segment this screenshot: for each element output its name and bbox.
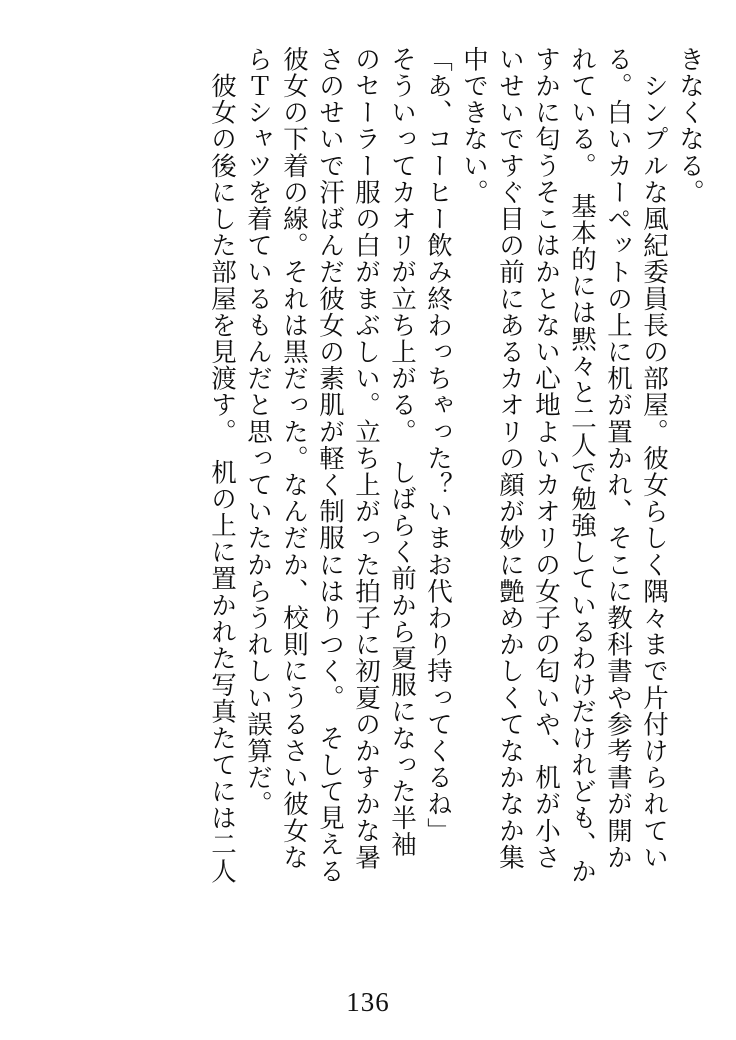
text-column: らＴシャツを着ているもんだと思っていたからうれしい誤算だ。 <box>243 46 273 818</box>
text-column: シンプルな風紀委員長の部屋。彼女らしく隅々まで片付けられてい <box>639 46 669 871</box>
text-column: のセーラー服の白がまぶしい。立ち上がった拍子に初夏のかすかな暑 <box>351 46 381 871</box>
text-column: 彼女の下着の線。それは黒だった。なんだか、校則にうるさい彼女な <box>279 46 309 871</box>
text-column: すかに匂うそこはかとない心地よいカオリの女子の匂いや、机が小さ <box>531 46 561 871</box>
text-column: きなくなる。 <box>675 46 705 206</box>
page-number: 136 <box>346 987 390 1017</box>
text-column: れている。 基本的には黙々と二人で勉強しているわけだけれども、か <box>567 46 597 885</box>
text-column: そういってカオリが立ち上がる。 しばらく前から夏服になった半袖 <box>387 46 417 858</box>
vertical-text-body <box>34 46 705 976</box>
text-column: さのせいで汗ばんだ彼女の素肌が軽く制服にはりつく。 そして見える <box>315 46 345 885</box>
text-column: いせいですぐ目の前にあるカオリの顔が妙に艶めかしくてなかなか集 <box>495 46 525 871</box>
text-column: 「あ、コーヒー飲み終わっちゃった？いまお代わり持ってくるね」 <box>423 46 453 844</box>
text-column: 中できない。 <box>459 46 489 206</box>
text-column: 彼女の後にした部屋を見渡す。 机の上に置かれた写真たてには二人 <box>207 46 237 885</box>
text-column: る。白いカーペットの上に机が置かれ、そこに教科書や参考書が開か <box>603 46 633 871</box>
